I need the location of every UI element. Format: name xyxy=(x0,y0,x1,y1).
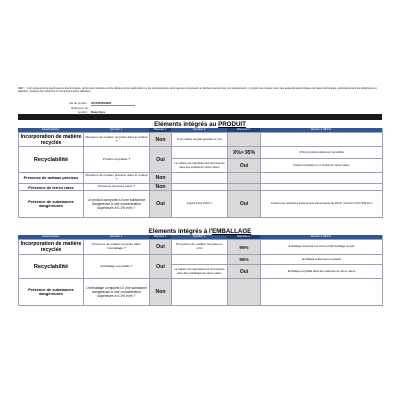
row-label: Incorporation de matière recyclée xyxy=(19,240,84,255)
question-2 xyxy=(172,279,228,306)
answer-2b: Oui xyxy=(228,265,261,279)
product-sheet xyxy=(18,87,382,317)
answer-2 xyxy=(228,184,261,191)
question-2 xyxy=(172,184,228,191)
section-title-prefix: Eléments intégrés à l' xyxy=(148,228,213,235)
intro-text: REP : " L'ors équipements électriques et électroniques, qu'ils soient destinés à être utilisés par les particuliers ou les professionnels, ainsi que les composants et déchets générés par ces équipements, y compris les métaux rares des appareils électroniques de haute technologie, particulièrement les téléphones et tablettes, puissent être collectés et réemployés après utilisation xyxy=(18,87,377,94)
col-header: Question 2 xyxy=(171,128,228,132)
question-1: Le produit comporte-t-il une substance dangereuse à une concentration supérieure à 0,1% m/m ? xyxy=(84,191,150,218)
col-header: Caractéristique xyxy=(18,128,84,132)
table-row xyxy=(19,147,383,159)
question-1: Présence de matière recyclée dans l'emballage ? xyxy=(84,240,150,255)
mention xyxy=(261,173,383,184)
meta-label: Référence du produit : xyxy=(71,106,88,114)
section-title-emphasis: EMBALLAGE xyxy=(212,228,252,235)
question-2: La matière est majoritairement réincorporée dans des produits de même nature xyxy=(172,159,228,173)
answer-1: Non xyxy=(150,279,172,306)
col-header: Réponse 2 xyxy=(227,128,261,132)
col-header: Réponse 2 xyxy=(227,235,261,239)
question-2 xyxy=(172,173,228,184)
row-label: Présence de substances dangereuses xyxy=(19,191,84,218)
table-row xyxy=(19,279,383,306)
mention: [X%] du produit entièrement recyclable xyxy=(261,147,383,159)
mention-2: Emballage recyclable dans des matériaux de même nature xyxy=(261,265,383,279)
col-header: Caractéristique xyxy=(18,235,84,239)
answer-2b: Oui xyxy=(228,159,261,173)
table-row xyxy=(19,133,383,147)
answer-2 xyxy=(228,173,261,184)
table-row xyxy=(19,173,383,184)
section-title-produit xyxy=(18,121,382,128)
table-row xyxy=(19,240,383,255)
section-title-emphasis: PRODUIT xyxy=(218,121,246,128)
table-row xyxy=(19,184,383,191)
section-title-emballage xyxy=(18,228,382,235)
meta-value: 3515059094884 xyxy=(91,101,135,106)
question-1: Emballage recyclable ? xyxy=(84,255,150,279)
row-label: Présence de substances dangereuses xyxy=(19,279,84,306)
question-2: % de matière recyclée générée en m/m xyxy=(172,133,228,147)
col-header: Question 2 xyxy=(171,235,228,239)
question-2-a xyxy=(172,147,228,159)
question-2-a xyxy=(172,255,228,265)
section-title-prefix: Eléments intégrés au xyxy=(154,121,219,128)
answer-1: Oui xyxy=(150,255,172,279)
emballage-table xyxy=(18,239,383,306)
answer-1: Oui xyxy=(150,191,172,218)
mention xyxy=(261,133,383,147)
answer-2: X%> 95% xyxy=(228,147,261,159)
question-1: Produit recyclable ? xyxy=(84,147,150,173)
row-label: Recyclabilité xyxy=(19,147,84,173)
question-2: S'agit-il d'une SVHC ? xyxy=(172,191,228,218)
answer-2 xyxy=(228,279,261,306)
answer-1: Non xyxy=(150,133,172,147)
divider-bar xyxy=(18,114,382,120)
question-1: Présence de métaux précieux dans le produit ? xyxy=(84,173,150,184)
mention xyxy=(261,184,383,191)
mention-2: Produit recyclable en un produit de même nature xyxy=(261,159,383,173)
answer-1: Oui xyxy=(150,147,172,173)
answer-2: 95% xyxy=(228,240,261,255)
question-2: Proportion de matière recyclée en m/m xyxy=(172,240,228,255)
mention xyxy=(261,279,383,306)
col-header: Réponse 1 xyxy=(149,235,172,239)
answer-2 xyxy=(228,133,261,147)
table-row xyxy=(19,255,383,265)
answer-2: 95% xyxy=(228,255,261,265)
col-header: Mention à afficher xyxy=(260,128,383,132)
question-1: L'emballage comporte-t-il une substance dangereuse à une concentration supérieure à 0,1% m/m ? xyxy=(84,279,150,306)
row-label: Recyclabilité xyxy=(19,255,84,279)
row-label: Incorporation de matière recyclée xyxy=(19,133,84,147)
mention: Emballage comportant au moins [x%]d'emballage recyclé xyxy=(261,240,383,255)
answer-2: Oui xyxy=(228,191,261,218)
col-header: Réponse 1 xyxy=(149,128,172,132)
answer-1: Non xyxy=(150,184,172,191)
meta-label: Clé de produit : xyxy=(69,101,88,105)
table-row xyxy=(19,191,383,218)
col-header: Question 1 xyxy=(83,128,150,132)
question-2: La matière est majoritairement réincorporée dans des emballages de même nature xyxy=(172,265,228,279)
mention: Emballage entièrement recyclable xyxy=(261,255,383,265)
answer-1: Non xyxy=(150,173,172,184)
col-header: Mention à afficher xyxy=(260,235,383,239)
meta-value: Deep Eyes xyxy=(91,110,135,115)
question-1: Présence de terres rares ? xyxy=(84,184,150,191)
row-label: Présence de terres rares xyxy=(19,184,84,191)
question-1: Présence de matière recyclée dans le produit ? xyxy=(84,133,150,147)
answer-1: Oui xyxy=(150,240,172,255)
mention: Contient une substance extrêmement préoccupante de Plomb / Numéro CAS 7439-92-1 xyxy=(261,191,383,218)
row-label: Présence de métaux précieux xyxy=(19,173,84,184)
col-header: Question 1 xyxy=(83,235,150,239)
produit-table xyxy=(18,132,383,218)
